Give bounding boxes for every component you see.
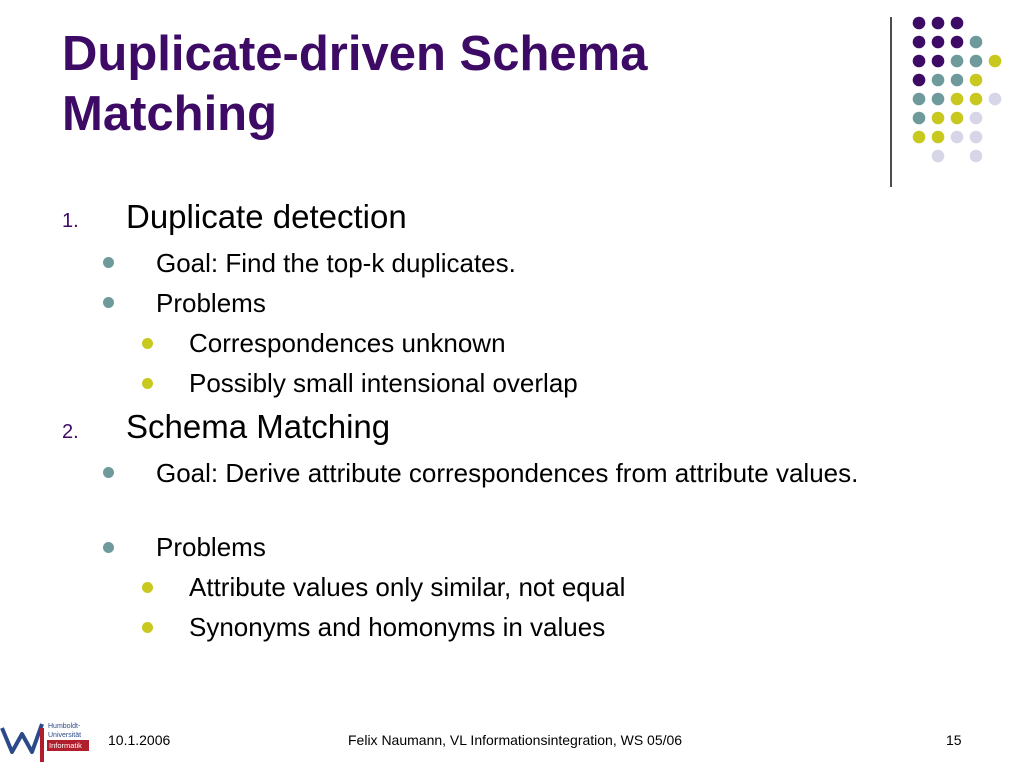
slide-title: Duplicate-driven Schema Matching <box>62 27 648 141</box>
list-item-level3: Correspondences unknown <box>189 328 506 358</box>
list-item-level3: Attribute values only similar, not equal <box>189 572 626 602</box>
list-item-level3: Synonyms and homonyms in values <box>189 612 606 642</box>
list-item-level2: Goal: Find the top-k duplicates. <box>156 248 516 278</box>
footer-center-text: Felix Naumann, VL Informationsintegration, WS 05/06 <box>348 732 683 748</box>
bullet-icon <box>142 378 153 389</box>
list-item-level1: Schema Matching <box>126 408 391 445</box>
bullet-icon <box>103 467 114 478</box>
footer-date: 10.1.2006 <box>108 732 171 748</box>
bullet-icon <box>103 297 114 308</box>
list-item-level2: Problems <box>156 288 266 318</box>
logo-text-line1: Humboldt- <box>48 723 81 730</box>
bullet-icon <box>103 257 114 268</box>
list-item-level2: Problems <box>156 532 266 562</box>
logo-text-line3: Informatik <box>49 741 82 750</box>
bullet-icon <box>142 338 153 349</box>
list-item-level3: Possibly small intensional overlap <box>189 368 578 398</box>
bullet-icon <box>103 542 114 553</box>
bullet-icon <box>142 622 153 633</box>
list-item-level1: Duplicate detection <box>126 198 407 235</box>
page-number: 15 <box>946 732 962 748</box>
logo-text-line2: Universität <box>48 732 82 739</box>
bullet-icon <box>142 582 153 593</box>
list-item-level2: Goal: Derive attribute correspondences from attribute values. <box>156 458 859 488</box>
list-number: 1. <box>62 210 79 232</box>
list-number: 2. <box>62 421 79 443</box>
university-logo <box>0 714 92 766</box>
